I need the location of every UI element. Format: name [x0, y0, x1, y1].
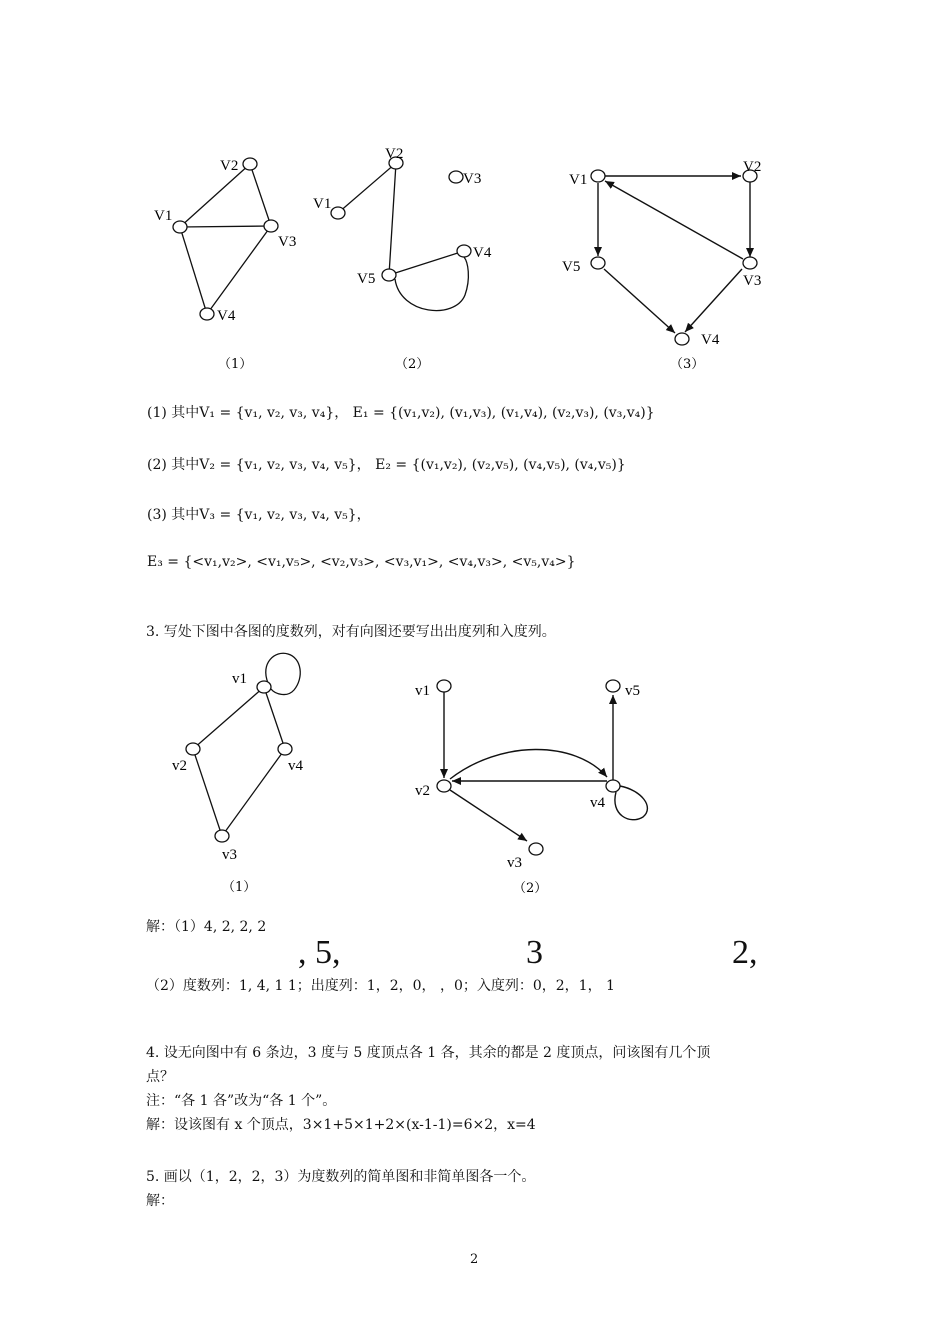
vertex-v3 [215, 830, 229, 842]
label-v2: V2 [385, 146, 404, 162]
q4-line-2: 点？ [146, 1069, 174, 1085]
q3-big-3: 3 [526, 934, 543, 971]
vertex-v1 [173, 221, 187, 233]
q3-big-comma-5: , 5, [298, 934, 341, 971]
q5-line-1: 5. 画以（1，2，2，3）为度数列的简单图和非简单图各一个。 [146, 1169, 536, 1185]
label-v2: v2 [172, 758, 187, 774]
vertex-v1 [331, 207, 345, 219]
set-line-4: E₃ = {<v₁,v₂>, <v₁,v₅>, <v₂,v₃>, <v₃,v₁>, <v₄,v₃>, <v₅,v₄>} [147, 554, 576, 570]
label-v2: v2 [415, 783, 430, 799]
set-line-1: (1) 其中V₁ = {v₁, v₂, v₃, v₄}， E₁ = {(v₁,v₂), (v₁,v₃), (v₁,v₄), (v₂,v₃), (v₃,v₄)} [147, 405, 655, 421]
q4-line-1: 4. 设无向图中有 6 条边，3 度与 5 度顶点各 1 各，其余的都是 2 度顶点，问该图有几个顶 [146, 1045, 711, 1061]
vertex-v4 [200, 308, 214, 320]
q3-caption-1: （1） [222, 880, 257, 895]
q3-caption-2: （2） [513, 881, 548, 896]
label-v3: v3 [507, 855, 522, 871]
label-v3: V3 [278, 234, 297, 250]
caption-1: （1） [218, 357, 253, 372]
page-number: 2 [470, 1252, 479, 1267]
label-v1: v1 [415, 683, 430, 699]
graph-3-directed [555, 150, 785, 380]
vertex-v1 [591, 170, 605, 182]
vertex-v4 [457, 245, 471, 257]
vertex-v2 [243, 158, 257, 170]
q3-big-2: 2, [732, 934, 758, 971]
vertex-v4 [675, 333, 689, 345]
q4-note: 注：“各 1 各”改为“各 1 个”。 [146, 1093, 337, 1109]
label-v1: V1 [313, 196, 332, 212]
label-v3: V3 [463, 171, 482, 187]
q4-solution: 解：设该图有 x 个顶点，3×1+5×1+2×(x-1-1)=6×2，x=4 [146, 1117, 536, 1133]
vertex-v1 [437, 680, 451, 692]
vertex-v5 [382, 269, 396, 281]
label-v4: V4 [217, 308, 236, 324]
q3-graph-2-directed [405, 665, 685, 900]
vertex-v4 [278, 743, 292, 755]
label-v4: V4 [473, 245, 492, 261]
q5-line-2: 解： [146, 1193, 174, 1209]
set-line-3: (3) 其中V₃ = {v₁, v₂, v₃, v₄, v₅}， [147, 507, 371, 523]
vertex-v1 [257, 681, 271, 693]
label-v4: V4 [701, 332, 720, 348]
q3-answer-2: （2）度数列：1, 4, 1 1；出度列：1，2，0， ，0；入度列：0，2，1， 1 [146, 978, 615, 994]
vertex-v3 [743, 257, 757, 269]
graph-2-undirected [305, 140, 515, 380]
label-v1: V1 [154, 208, 173, 224]
vertex-v5 [591, 257, 605, 269]
label-v5: V5 [562, 259, 581, 275]
label-v2: V2 [743, 159, 762, 175]
vertex-v3 [264, 220, 278, 232]
caption-2: （2） [395, 357, 430, 372]
caption-3: （3） [670, 357, 705, 372]
vertex-v2 [186, 743, 200, 755]
label-v4: v4 [288, 758, 303, 774]
q3-question: 3. 写处下图中各图的度数列，对有向图还要写出出度列和入度列。 [146, 624, 556, 640]
vertex-v3 [529, 843, 543, 855]
vertex-v2 [437, 780, 451, 792]
vertex-v4 [606, 780, 620, 792]
set-line-2: (2) 其中V₂ = {v₁, v₂, v₃, v₄, v₅}， E₂ = {(v₁,v₂), (v₂,v₅), (v₄,v₅), (v₄,v₅)} [147, 457, 626, 473]
graph-1-undirected [150, 148, 330, 378]
label-v1: v1 [232, 671, 247, 687]
q3-graph-1 [170, 648, 350, 898]
vertex-v5 [606, 680, 620, 692]
label-v5: v5 [625, 683, 640, 699]
label-v3: v3 [222, 847, 237, 863]
vertex-v3 [449, 171, 463, 183]
label-v2: V2 [220, 158, 239, 174]
label-v1: V1 [569, 172, 588, 188]
label-v5: V5 [357, 271, 376, 287]
label-v4: v4 [590, 795, 605, 811]
q3-answer-1: 解：（1）4, 2, 2, 2 [146, 919, 267, 935]
label-v3: V3 [743, 273, 762, 289]
